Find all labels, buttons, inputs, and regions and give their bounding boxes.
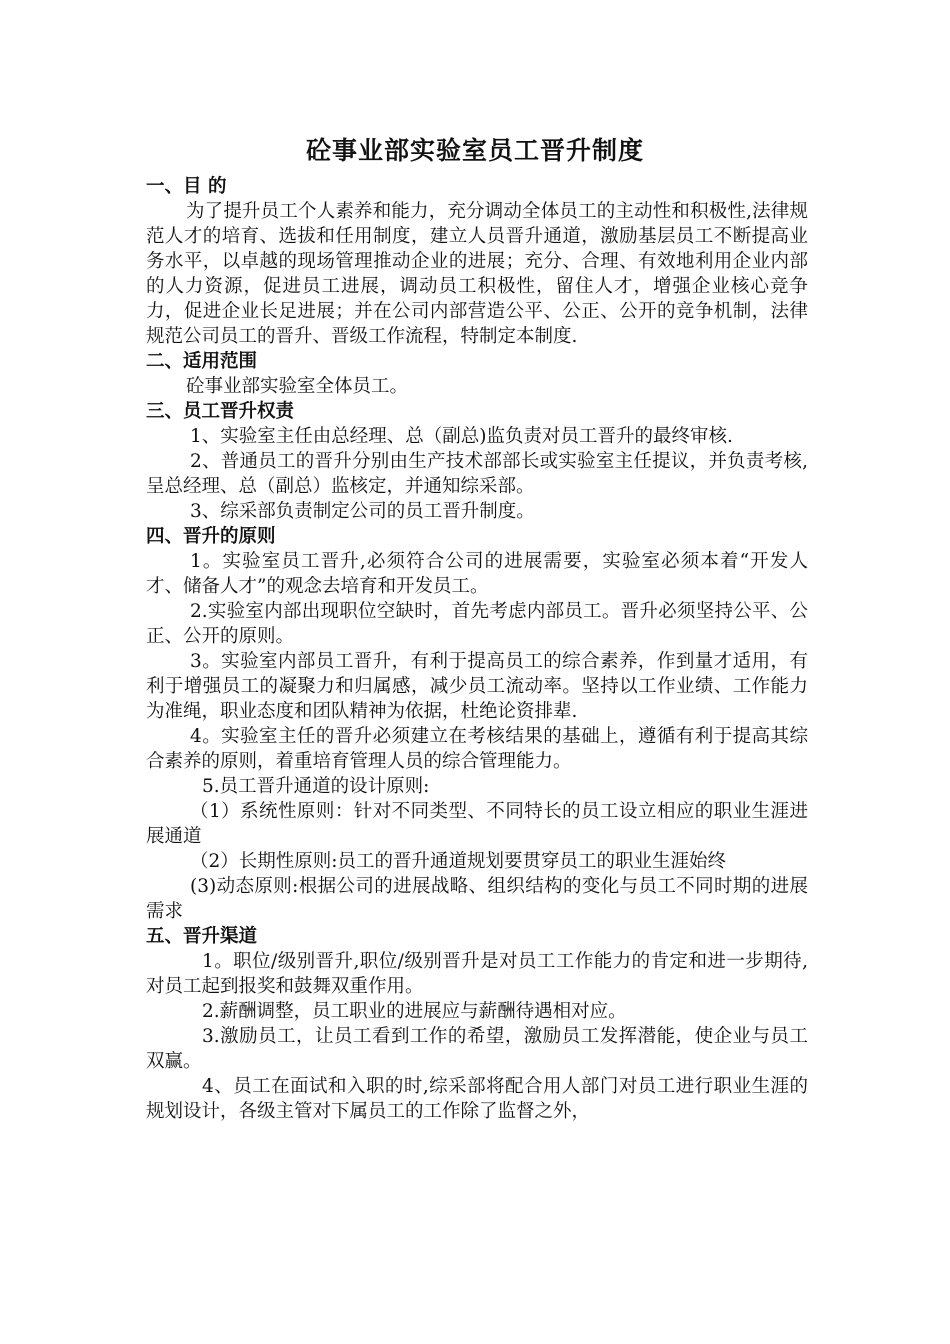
- paragraph: (3)动态原则:根据公司的进展战略、组织结构的变化与员工不同时期的进展需求: [146, 876, 808, 922]
- paragraph: 3.激励员工，让员工看到工作的希望，激励员工发挥潜能，使企业与员工双赢。: [146, 1026, 808, 1072]
- section-heading-principles: 四、晋升的原则: [146, 526, 276, 547]
- paragraph: 2.薪酬调整，员工职业的进展应与薪酬待遇相对应。: [202, 1001, 627, 1022]
- paragraph: （1）系统性原则：针对不同类型、不同特长的员工设立相应的职业生涯进展通道: [146, 801, 808, 847]
- paragraph: 4。实验室主任的晋升必须建立在考核结果的基础上，遵循有利于提高其综合素养的原则，着重培育管理人员的综合管理能力。: [146, 726, 808, 772]
- paragraph: （2）长期性原则:员工的晋升通道规划要贯穿员工的职业生涯始终: [190, 851, 727, 872]
- section-heading-channels: 五、晋升渠道: [146, 926, 258, 947]
- paragraph: 5.员工晋升通道的设计原则:: [202, 776, 430, 797]
- paragraph: 1。实验室员工晋升,必须符合公司的进展需要，实验室必须本着“开发人才、储备人才”的观念去培育和开发员工。: [146, 551, 808, 597]
- section-heading-scope: 二、适用范围: [146, 351, 258, 372]
- paragraph: 为了提升员工个人素养和能力，充分调动全体员工的主动性和积极性,法律规范人才的培育、选拔和任用制度，建立人员晋升通道，激励基层员工不断提高业务水平，以卓越的现场管理推动企业的进展；充分、合理、有效地利用企业内部的人力资源，促进员工进展，调动员工积极性，留住人才，增强企业核心竞争力，促进企业长足进展；并在公司内部营造公平、公正、公开的竞争机制，法律规范公司员工的晋升、晋级工作流程，特制定本制度.: [146, 201, 808, 347]
- section-heading-responsibilities: 三、员工晋升权责: [146, 401, 295, 422]
- paragraph: 4、员工在面试和入职的时,综采部将配合用人部门对员工进行职业生涯的规划设计，各级主管对下属员工的工作除了监督之外，: [146, 1076, 808, 1122]
- paragraph: 3。实验室内部员工晋升，有利于提高员工的综合素养，作到量才适用，有利于增强员工的凝聚力和归属感，减少员工流动率。坚持以工作业绩、工作能力为准绳，职业态度和团队精神为依据，杜绝论资排辈.: [146, 651, 808, 722]
- paragraph: 2、普通员工的晋升分别由生产技术部部长或实验室主任提议，并负责考核,呈总经理、总（副总）监核定，并通知综采部。: [146, 451, 808, 497]
- paragraph: 1、实验室主任由总经理、总（副总)监负责对员工晋升的最终审核.: [190, 426, 733, 447]
- paragraph: 2.实验室内部出现职位空缺时，首先考虑内部员工。晋升必须坚持公平、公正、公开的原则。: [146, 601, 808, 647]
- paragraph: 3、综采部负责制定公司的员工晋升制度。: [190, 501, 535, 522]
- section-heading-purpose: 一、目 的: [146, 176, 227, 197]
- paragraph: 砼事业部实验室全体员工。: [186, 376, 409, 397]
- document-body: [146, 174, 808, 1124]
- document-title: 砼事业部实验室员工晋升制度: [305, 136, 644, 165]
- paragraph: 1。职位/级别晋升,职位/级别晋升是对员工工作能力的肯定和进一步期待,对员工起到报奖和鼓舞双重作用。: [146, 951, 808, 997]
